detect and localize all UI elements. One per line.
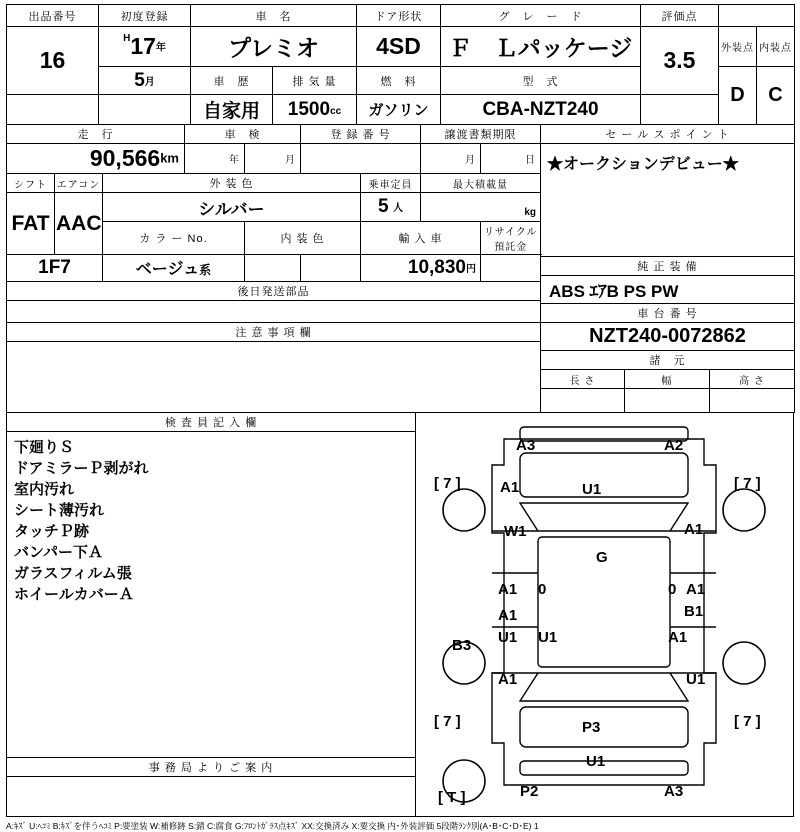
exterior-color-value: シルバー <box>103 193 361 221</box>
mark-right-front-door: A1 <box>686 581 706 598</box>
mark-right-rear-quarter: U1 <box>686 671 706 688</box>
fuel-value: ガソリン <box>357 95 441 125</box>
import-value <box>245 254 301 281</box>
sales-point-text: ★オークションデビュー★ <box>541 144 795 257</box>
inspector-table <box>6 412 416 817</box>
interior-color-label: 内 装 色 <box>245 221 361 254</box>
mileage-unit: km <box>160 150 179 166</box>
year-unit: 年 <box>155 42 166 54</box>
mileage-value: 90,566 <box>89 145 161 172</box>
legend-footnote: A:ｷｽﾞ U:ﾍｺﾐ B:ｷｽﾞを伴うﾍｺﾐ P:要塗装 W:補修跡 S:錆 C:腐食 G:ﾌﾛﾝﾄｶﾞﾗｽ点ｷｽﾞ XX:交換済み X:要交換 内･外装評価 5段階ﾗﾝｸ別(A･B･C･D･E) 1 <box>6 821 539 831</box>
max-load-value-cell <box>421 193 541 221</box>
mark-right-rear-tire: [ 7 ] <box>734 713 761 730</box>
interior-color-value <box>103 254 245 281</box>
later-parts-value <box>7 301 541 323</box>
score-label: 評価点 <box>641 5 719 27</box>
recycle-value-cell <box>361 254 481 281</box>
era-value: H <box>123 33 131 44</box>
mileage-label: 走 行 <box>7 125 185 144</box>
aircon-label: エアコン <box>55 174 103 193</box>
fuel-label: 燃 料 <box>357 67 441 95</box>
recycle-unit: 円 <box>466 264 477 276</box>
damage-diagram-panel <box>415 412 794 817</box>
mark-front-right-corner: A2 <box>664 437 684 454</box>
aircon-value: AAC <box>55 193 103 254</box>
first-registration-value <box>99 27 191 67</box>
equipment-title: 純 正 装 備 <box>541 257 795 276</box>
mark-left-front-tire: [ 7 ] <box>434 475 461 492</box>
capacity-value: 5 <box>377 196 389 218</box>
equipment-items: ABS ｴｱB PS PW <box>541 276 795 304</box>
mark-left-front-fender: A1 <box>500 479 520 496</box>
mark-left-rear-door: A1 <box>498 607 518 624</box>
mark-left-front-door-lower: 0 <box>538 581 547 598</box>
grade-value: Ｆ Ｌパッケージ <box>441 27 641 67</box>
vehicle-detail-table <box>6 124 541 413</box>
transfer-day-unit: 日 <box>481 144 541 174</box>
list-item: シート薄汚れ <box>14 502 105 520</box>
interior-color-suffix: 系 <box>199 263 212 278</box>
month-unit: 月 <box>144 76 155 88</box>
interior-color-text: ベージュ <box>135 261 200 279</box>
mark-left-front-door: A1 <box>498 581 518 598</box>
mark-roof: G <box>596 549 608 566</box>
shaken-label: 車 検 <box>185 125 301 144</box>
height-label: 高 さ <box>710 370 795 389</box>
damage-diagram <box>416 413 793 816</box>
recycle-value: 10,830 <box>407 256 467 278</box>
mark-front-left-corner: A3 <box>516 437 536 454</box>
mark-windshield: W1 <box>504 523 527 540</box>
caution-title: 注 意 事 項 欄 <box>7 323 541 342</box>
mark-left-sill: B3 <box>452 637 472 654</box>
import-label: 輸 入 車 <box>361 221 481 254</box>
list-item: バンパー下Ａ <box>14 544 103 562</box>
mark-right-rear-door-u: U1 <box>538 629 558 646</box>
header-table <box>6 4 795 125</box>
chassis-label: 車 台 番 号 <box>541 304 795 323</box>
month-value: 5 <box>134 69 145 91</box>
grade-label: グ レ ー ド <box>441 5 641 27</box>
mark-rear-panel: U1 <box>586 753 606 770</box>
mark-right-front-door-lower: 0 <box>668 581 677 598</box>
displacement-label: 排 気 量 <box>273 67 357 95</box>
first-reg-month-cell2 <box>99 95 191 125</box>
inspector-title: 検 査 員 記 入 欄 <box>7 413 416 432</box>
lot-number-value: 16 <box>7 27 99 95</box>
office-notice-text <box>7 776 416 816</box>
list-item: 室内汚れ <box>14 481 75 499</box>
shift-label: シフト <box>7 174 55 193</box>
interior-score-label: 内装点 <box>757 27 795 67</box>
list-item: 下廻りＳ <box>14 439 75 457</box>
mark-left-rear-quarter: A1 <box>498 671 518 688</box>
max-load-label: 最大積載量 <box>421 174 541 193</box>
color-no-label: カ ラ ー No. <box>103 221 245 254</box>
history-label: 車 歴 <box>191 67 273 95</box>
list-item: ドアミラーＰ剥がれ <box>14 460 149 478</box>
mark-right-front-fender: A1 <box>684 521 704 538</box>
mark-right-rear-door-b1: B1 <box>684 603 704 620</box>
shaken-year-unit: 年 <box>185 144 245 174</box>
mid-section <box>6 124 794 413</box>
import-blank <box>301 254 361 281</box>
registration-number-label: 登 録 番 号 <box>301 125 421 144</box>
model-code-value: CBA-NZT240 <box>441 95 641 125</box>
mark-left-rear-door-u: U1 <box>498 629 518 646</box>
mileage-value-cell <box>7 144 185 174</box>
score-value: 3.5 <box>641 27 719 95</box>
mark-right-rear-door: A1 <box>668 629 688 646</box>
length-value <box>541 389 625 413</box>
office-notice-title: 事 務 局 よ り ご 案 内 <box>7 757 416 776</box>
inspector-note-list <box>8 433 414 609</box>
list-item: ガラスフィルム張 <box>14 565 132 583</box>
displacement-value-cell <box>273 95 357 125</box>
door-shape-value: 4SD <box>357 27 441 67</box>
dimensions-label: 諸 元 <box>541 351 795 370</box>
color-no-value: 1F7 <box>7 254 103 281</box>
right-info-table <box>540 124 795 413</box>
width-label: 幅 <box>625 370 710 389</box>
transfer-deadline-label: 譲渡書類期限 <box>421 125 541 144</box>
model-code-label: 型 式 <box>441 67 641 95</box>
door-shape-label: ドア形状 <box>357 5 441 27</box>
exterior-color-label: 外 装 色 <box>103 174 361 193</box>
first-registration-label: 初度登録 <box>99 5 191 27</box>
history-value: 自家用 <box>191 95 273 125</box>
list-item: ホイールカバーＡ <box>14 586 134 604</box>
mark-hood: U1 <box>582 481 602 498</box>
recycle-label: リサイクル預託金 <box>481 221 541 254</box>
max-load-unit: kg <box>524 206 537 218</box>
registration-number-value <box>301 144 421 174</box>
length-label: 長 さ <box>541 370 625 389</box>
caution-text <box>7 342 541 413</box>
mark-right-front-tire: [ 7 ] <box>734 475 761 492</box>
bottom-section <box>6 412 794 817</box>
shift-value: FAT <box>7 193 55 254</box>
car-name-value: プレミオ <box>191 27 357 67</box>
car-name-label: 車 名 <box>191 5 357 27</box>
width-value <box>625 389 710 413</box>
displacement-unit: cc <box>330 105 342 117</box>
exterior-score-value: D <box>719 67 757 125</box>
capacity-unit: 人 <box>393 203 404 215</box>
interior-score-value: C <box>757 67 795 125</box>
lot-number-label: 出品番号 <box>7 5 99 27</box>
sales-point-title: セ ー ル ス ポ イ ン ト <box>541 125 795 144</box>
mark-spare-tire: [ T ] <box>438 789 466 806</box>
height-value <box>710 389 795 413</box>
capacity-value-cell <box>361 193 421 221</box>
mark-rear-right-corner: A3 <box>664 783 684 800</box>
transfer-month-unit: 月 <box>421 144 481 174</box>
shaken-month-unit: 月 <box>245 144 301 174</box>
year-value: 17 <box>130 33 156 59</box>
later-parts-label: 後日発送部品 <box>7 282 541 301</box>
chassis-value: NZT240-0072862 <box>541 323 795 351</box>
displacement-value: 1500 <box>287 98 331 120</box>
mark-left-rear-tire: [ 7 ] <box>434 713 461 730</box>
mark-trunk: P3 <box>582 719 601 736</box>
capacity-label: 乗車定員 <box>361 174 421 193</box>
exterior-score-label: 外装点 <box>719 27 757 67</box>
list-item: タッチＰ跡 <box>14 523 90 541</box>
first-registration-month <box>99 67 191 95</box>
mark-rear-left-corner: P2 <box>520 783 539 800</box>
inspector-notes <box>7 432 416 758</box>
